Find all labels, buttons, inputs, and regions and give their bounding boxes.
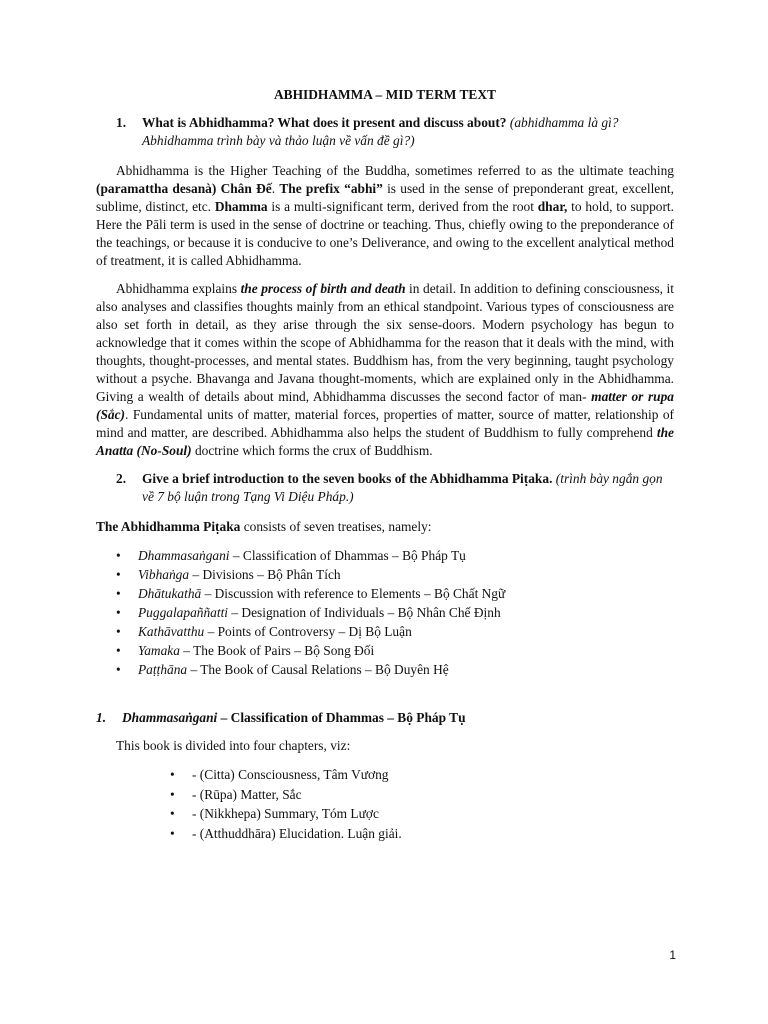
book-name: Kathāvatthu (138, 624, 205, 639)
book-name: Vibhaṅga (138, 567, 190, 582)
question-2-heading: Give a brief introduction to the seven books of the Abhidhamma Piṭaka. (142, 471, 553, 486)
p1-text-c: . (271, 181, 280, 196)
list-item (96, 584, 674, 603)
question-1-vietnamese-note: (abhidhamma là gì? Abhidhamma trình bày và thảo luận về vấn đề gì?) (142, 115, 619, 148)
question-2-vietnamese-note: (trình bày ngắn gọn về 7 bộ luận trong Tạng Vi Diệu Pháp.) (142, 471, 663, 504)
book-name: Paṭṭhāna (138, 662, 188, 677)
list-item (96, 546, 674, 565)
bullet-icon: • (116, 624, 121, 639)
p1-term-dhar: dhar, (537, 199, 568, 214)
p2-text-e: . Fundamental units of matter, material forces, properties of matter, source of matter, relationship of mind and matter, are described. Abhidhamma also helps the student of Buddhism to fully comprehend (96, 407, 674, 440)
book-name: Dhātukathā (138, 586, 202, 601)
bullet-icon: • (116, 605, 121, 620)
paragraph-explanation (96, 280, 674, 460)
section-heading-dhammasangani (96, 709, 674, 727)
p1-text-i: to hold, to support. Here the Pāli term is used in the sense of doctrine or teaching. Thus, chiefly owing to the preponderance of the teachings, or because it is conducive to one’s Deliverance, and owing to the excellent analytical method of treatment, it is called Abhidhamma. (96, 199, 674, 268)
paragraph-definition (96, 162, 674, 270)
bullet-icon: • (116, 643, 121, 658)
book-description: – Divisions – Bộ Phân Tích (189, 567, 341, 582)
bullet-icon: • (170, 825, 175, 841)
list-item (170, 785, 674, 805)
chapter-text: - (Nikkhepa) Summary, Tóm Lược (192, 806, 379, 821)
list-item (96, 641, 674, 660)
page-number: 1 (669, 948, 676, 962)
question-1-number: 1. (116, 115, 127, 130)
question-2-text (142, 470, 674, 506)
question-1-text (142, 114, 674, 150)
list-item (96, 565, 674, 584)
p1-term-paramattha: (paramattha desanà) Chân Đế (96, 181, 272, 196)
list-item (96, 660, 674, 679)
chapter-text: - (Citta) Consciousness, Tâm Vương (192, 767, 389, 782)
pitaka-intro-rest: consists of seven treatises, namely: (240, 519, 432, 534)
p2-term-anatta: the Anatta (No-Soul) (96, 425, 674, 458)
question-1-heading: What is Abhidhamma? What does it present and discuss about? (142, 115, 507, 130)
list-item (170, 804, 674, 824)
pitaka-intro-bold: The Abhidhamma Piṭaka (96, 519, 241, 534)
p2-text-a: Abhidhamma explains (116, 281, 241, 296)
bullet-icon: • (116, 567, 121, 582)
bullet-icon: • (116, 586, 121, 601)
list-item (96, 622, 674, 641)
list-item (170, 824, 674, 844)
book-description: – The Book of Pairs – Bộ Song Đối (179, 643, 375, 658)
p1-text-e: is used in the sense of preponderant great, excellent, sublime, distinct, etc. (96, 181, 674, 214)
p2-term-birth-death: the process of birth and death (240, 281, 406, 296)
list-item (170, 765, 674, 785)
chapters-intro: This book is divided into four chapters, viz: (116, 738, 351, 753)
book-description: – The Book of Causal Relations – Bộ Duyên Hệ (187, 662, 449, 677)
page-content (96, 86, 674, 843)
section-number: 1. (96, 710, 107, 725)
question-2-number: 2. (116, 471, 127, 486)
book-name: Puggalapaññatti (138, 605, 229, 620)
books-list (96, 546, 674, 679)
book-description: – Designation of Individuals – Bộ Nhân Chế Định (228, 605, 501, 620)
chapter-text: - (Rūpa) Matter, Sắc (192, 786, 302, 802)
p1-term-dhamma: Dhamma (214, 199, 268, 214)
p2-term-matter: matter or rupa (Sắc) (96, 389, 675, 422)
pitaka-intro (96, 518, 674, 536)
p1-text-a: Abhidhamma is the Higher Teaching of the Buddha, sometimes referred to as the ultimate teaching (116, 163, 674, 178)
bullet-icon: • (170, 767, 175, 782)
book-description: – Discussion with reference to Elements – Bộ Chất Ngữ (201, 586, 506, 601)
section-book-name: Dhammasaṅgani (122, 710, 218, 725)
document-title: ABHIDHAMMA – MID TERM TEXT (274, 87, 496, 102)
book-name: Dhammasaṅgani (138, 548, 230, 563)
bullet-icon: • (116, 662, 121, 677)
p2-text-g: doctrine which forms the crux of Buddhism. (191, 443, 433, 458)
question-1 (96, 114, 674, 150)
section-heading-rest: – Classification of Dhammas – Bộ Pháp Tụ (217, 710, 466, 725)
p1-term-abhi: The prefix “abhi” (279, 181, 383, 196)
question-2 (96, 470, 674, 506)
bullet-icon: • (170, 786, 175, 802)
book-description: – Classification of Dhammas – Bộ Pháp Tụ (229, 548, 466, 563)
bullet-icon: • (170, 806, 175, 821)
book-name: Yamaka (138, 643, 180, 658)
p2-text-c: in detail. In addition to defining consciousness, it also analyses and classifies thoughts mainly from an ethical standpoint. Various types of consciousness are also set forth in detail, as they arise through the six sense-doors. Modern psychology has begun to acknowledge that it comes within the scope of Abhidhamma for the reason that it deals with the mind, with thoughts, thought-processes, and mental states. Buddhism has, from the very beginning, taught psychology without a psyche. Bhavanga and Javana thought-moments, which are explained only in the Abhidhamma. Giving a wealth of details about mind, Abhidhamma discusses the second factor of man- (96, 281, 674, 404)
p1-text-g: is a multi-significant term, derived from the root (267, 199, 538, 214)
chapter-text: - (Atthuddhāra) Elucidation. Luận giải. (192, 825, 402, 841)
list-item (96, 603, 674, 622)
chapters-list (96, 765, 674, 843)
book-description: – Points of Controversy – Dị Bộ Luận (204, 624, 412, 639)
bullet-icon: • (116, 548, 121, 563)
